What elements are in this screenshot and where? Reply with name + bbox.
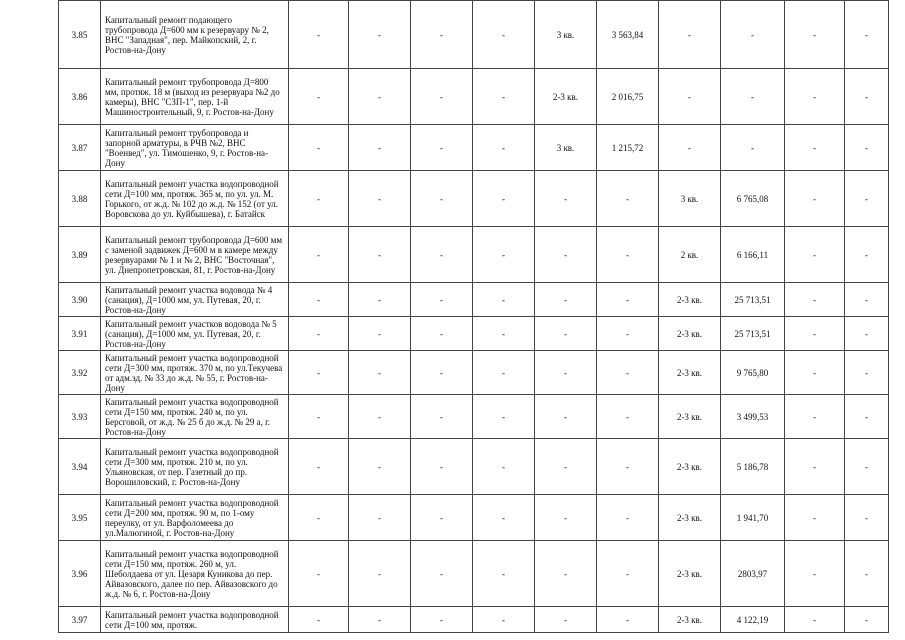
row-description: Капитальный ремонт участка водопроводной сети Д=300 мм, протяж. 210 м, по ул. Ульяновская, от пер. Газетный до пр. Ворошиловский, г. Ростов-на-Дону — [101, 439, 289, 495]
row-cell-10: - — [845, 351, 889, 395]
row-cell-10: - — [845, 125, 889, 171]
row-cell-10: - — [845, 227, 889, 283]
row-cell-1: - — [289, 1, 349, 69]
row-cell-8: 25 713,51 — [721, 283, 785, 317]
row-cell-1: - — [289, 69, 349, 125]
row-cell-1: - — [289, 607, 349, 633]
row-cell-1: - — [289, 283, 349, 317]
row-number: 3.93 — [59, 395, 101, 439]
row-cell-3: - — [411, 69, 473, 125]
row-cell-2: - — [349, 607, 411, 633]
row-cell-2: - — [349, 395, 411, 439]
row-description: Капитальный ремонт участка водовода № 4 (санация), Д=1000 мм, ул. Путевая, 20, г. Ростов-на-Дону — [101, 283, 289, 317]
table-row — [59, 171, 889, 227]
row-cell-6: - — [597, 227, 659, 283]
row-cell-8: - — [721, 69, 785, 125]
row-cell-10: - — [845, 439, 889, 495]
row-cell-4: - — [473, 283, 535, 317]
table-row — [59, 495, 889, 541]
row-cell-9: - — [785, 227, 845, 283]
row-cell-1: - — [289, 125, 349, 171]
row-number: 3.90 — [59, 283, 101, 317]
row-cell-5: - — [535, 395, 597, 439]
row-cell-9: - — [785, 125, 845, 171]
row-cell-2: - — [349, 439, 411, 495]
row-cell-10: - — [845, 607, 889, 633]
row-cell-6: 3 563,84 — [597, 1, 659, 69]
row-cell-9: - — [785, 495, 845, 541]
row-cell-6: - — [597, 607, 659, 633]
row-cell-4: - — [473, 541, 535, 607]
row-cell-6: 2 016,75 — [597, 69, 659, 125]
row-cell-1: - — [289, 227, 349, 283]
row-cell-3: - — [411, 125, 473, 171]
row-cell-8: - — [721, 1, 785, 69]
row-cell-6: - — [597, 283, 659, 317]
row-description: Капитальный ремонт трубопровода Д=600 мм с заменой задвижек Д=600 м в камере между резервуарами № 1 и № 2, ВНС "Восточная", ул. Днепропетровская, 81, г. Ростов-на-Дону — [101, 227, 289, 283]
row-cell-5: - — [535, 607, 597, 633]
row-cell-8: 9 765,80 — [721, 351, 785, 395]
row-description: Капитальный ремонт участка водопроводной сети Д=150 мм, протяж. 260 м, ул. Шеболдаева от ул. Цезаря Куникова до пер. Айвазовского, далее по пер. Айвазовского до ж.д. № 6, г. Ростов-на-Дону — [101, 541, 289, 607]
row-cell-7: 2-3 кв. — [659, 439, 721, 495]
row-cell-8: - — [721, 125, 785, 171]
row-cell-2: - — [349, 283, 411, 317]
row-cell-5: 3 кв. — [535, 1, 597, 69]
row-cell-1: - — [289, 495, 349, 541]
row-cell-2: - — [349, 171, 411, 227]
row-cell-3: - — [411, 171, 473, 227]
row-cell-7: 2 кв. — [659, 227, 721, 283]
row-cell-4: - — [473, 69, 535, 125]
row-cell-1: - — [289, 395, 349, 439]
table-row — [59, 227, 889, 283]
row-cell-9: - — [785, 439, 845, 495]
row-cell-2: - — [349, 495, 411, 541]
row-number: 3.96 — [59, 541, 101, 607]
row-description: Капитальный ремонт участка водопроводной сети Д=100 мм, протяж. — [101, 607, 289, 633]
row-description: Капитальный ремонт трубопровода и запорной арматуры, в РЧВ №2, ВНС "Военвед", ул. Тимошенко, 9, г. Ростов-на-Дону — [101, 125, 289, 171]
row-cell-4: - — [473, 1, 535, 69]
row-cell-5: 3 кв. — [535, 125, 597, 171]
row-cell-6: - — [597, 317, 659, 351]
row-description: Капитальный ремонт участка водопроводной сети Д=300 мм, протяж. 370 м, по ул.Текучева от адм.зд. № 33 до ж.д. № 55, г. Ростов-на-Дону — [101, 351, 289, 395]
table-row — [59, 1, 889, 69]
row-cell-3: - — [411, 351, 473, 395]
table-row — [59, 541, 889, 607]
row-cell-4: - — [473, 351, 535, 395]
table-row — [59, 317, 889, 351]
row-cell-4: - — [473, 171, 535, 227]
row-cell-10: - — [845, 541, 889, 607]
row-cell-4: - — [473, 495, 535, 541]
row-cell-2: - — [349, 69, 411, 125]
row-cell-4: - — [473, 317, 535, 351]
row-cell-5: 2-3 кв. — [535, 69, 597, 125]
row-description: Капитальный ремонт подающего трубопровода Д=600 мм к резервуару № 2, ВНС "Западная", пер. Майкопский, 2, г. Ростов-на-Дону — [101, 1, 289, 69]
row-cell-5: - — [535, 171, 597, 227]
row-cell-9: - — [785, 351, 845, 395]
row-cell-7: - — [659, 69, 721, 125]
row-cell-5: - — [535, 283, 597, 317]
row-cell-3: - — [411, 395, 473, 439]
table-row — [59, 395, 889, 439]
row-cell-6: 1 215,72 — [597, 125, 659, 171]
table-row — [59, 439, 889, 495]
row-number: 3.88 — [59, 171, 101, 227]
row-cell-7: 2-3 кв. — [659, 351, 721, 395]
row-cell-7: 2-3 кв. — [659, 317, 721, 351]
row-cell-10: - — [845, 283, 889, 317]
row-cell-2: - — [349, 541, 411, 607]
row-cell-3: - — [411, 439, 473, 495]
row-cell-10: - — [845, 69, 889, 125]
row-description: Капитальный ремонт участка водопроводной сети Д=100 мм, протяж. 365 м, по ул. ул. М. Горького, от ж.д. № 102 до ж.д. № 152 (от ул. Воровскова до ул. Куйбышева), г. Батайск — [101, 171, 289, 227]
row-cell-3: - — [411, 1, 473, 69]
row-cell-4: - — [473, 125, 535, 171]
row-cell-2: - — [349, 125, 411, 171]
row-cell-3: - — [411, 541, 473, 607]
row-cell-3: - — [411, 495, 473, 541]
row-cell-3: - — [411, 607, 473, 633]
row-cell-5: - — [535, 351, 597, 395]
row-number: 3.92 — [59, 351, 101, 395]
row-cell-2: - — [349, 351, 411, 395]
table-row — [59, 283, 889, 317]
row-number: 3.95 — [59, 495, 101, 541]
row-cell-4: - — [473, 439, 535, 495]
row-cell-5: - — [535, 439, 597, 495]
row-cell-9: - — [785, 69, 845, 125]
row-cell-9: - — [785, 1, 845, 69]
row-cell-3: - — [411, 227, 473, 283]
row-cell-8: 3 499,53 — [721, 395, 785, 439]
row-description: Капитальный ремонт участка водопроводной сети Д=150 мм, протяж. 240 м, по ул. Берсговой, от ж.д. № 25 б до ж.д. № 29 а, г. Ростов-на-Дону — [101, 395, 289, 439]
table-row — [59, 69, 889, 125]
row-cell-9: - — [785, 395, 845, 439]
row-cell-7: - — [659, 1, 721, 69]
row-cell-5: - — [535, 495, 597, 541]
row-cell-10: - — [845, 1, 889, 69]
row-cell-9: - — [785, 541, 845, 607]
row-cell-1: - — [289, 541, 349, 607]
row-cell-7: 2-3 кв. — [659, 541, 721, 607]
row-cell-5: - — [535, 541, 597, 607]
row-cell-7: - — [659, 125, 721, 171]
row-cell-6: - — [597, 395, 659, 439]
row-cell-8: 25 713,51 — [721, 317, 785, 351]
investment-program-table — [58, 0, 889, 633]
row-number: 3.94 — [59, 439, 101, 495]
row-cell-4: - — [473, 227, 535, 283]
row-cell-10: - — [845, 171, 889, 227]
row-cell-2: - — [349, 317, 411, 351]
row-cell-3: - — [411, 317, 473, 351]
row-cell-10: - — [845, 317, 889, 351]
row-cell-2: - — [349, 227, 411, 283]
row-cell-7: 2-3 кв. — [659, 607, 721, 633]
row-cell-1: - — [289, 171, 349, 227]
row-cell-3: - — [411, 283, 473, 317]
row-description: Капитальный ремонт трубопровода Д=800 мм, протяж. 18 м (выход из резервуара №2 до камеры), ВНС "СЗП-1", пер. 1-й Машиностроительный, 9, г. Ростов-на-Дону — [101, 69, 289, 125]
row-cell-1: - — [289, 317, 349, 351]
row-cell-10: - — [845, 395, 889, 439]
row-cell-6: - — [597, 351, 659, 395]
row-cell-2: - — [349, 1, 411, 69]
row-cell-9: - — [785, 607, 845, 633]
row-number: 3.91 — [59, 317, 101, 351]
row-cell-6: - — [597, 541, 659, 607]
row-cell-4: - — [473, 395, 535, 439]
row-cell-9: - — [785, 171, 845, 227]
row-cell-1: - — [289, 351, 349, 395]
row-cell-6: - — [597, 495, 659, 541]
row-cell-6: - — [597, 439, 659, 495]
row-cell-7: 2-3 кв. — [659, 283, 721, 317]
row-cell-8: 6 765,08 — [721, 171, 785, 227]
row-cell-10: - — [845, 495, 889, 541]
row-cell-8: 1 941,70 — [721, 495, 785, 541]
table-row — [59, 607, 889, 633]
row-cell-5: - — [535, 317, 597, 351]
row-cell-8: 6 166,11 — [721, 227, 785, 283]
table-body — [59, 1, 889, 633]
row-cell-7: 3 кв. — [659, 171, 721, 227]
row-number: 3.86 — [59, 69, 101, 125]
row-cell-1: - — [289, 439, 349, 495]
row-cell-7: 2-3 кв. — [659, 495, 721, 541]
row-cell-8: 5 186,78 — [721, 439, 785, 495]
row-number: 3.85 — [59, 1, 101, 69]
row-description: Капитальный ремонт участка водопроводной сети Д=200 мм, протяж. 90 м, по 1-ому переулку, от ул. Варфоломеева до ул.Малюгиной, г. Ростов-на-Дону — [101, 495, 289, 541]
row-number: 3.89 — [59, 227, 101, 283]
row-cell-7: 2-3 кв. — [659, 395, 721, 439]
row-description: Капитальный ремонт участков водовода № 5 (санация), Д=1000 мм, ул. Путевая, 20, г. Ростов-на-Дону — [101, 317, 289, 351]
row-cell-6: - — [597, 171, 659, 227]
row-cell-4: - — [473, 607, 535, 633]
row-number: 3.97 — [59, 607, 101, 633]
row-cell-8: 4 122,19 — [721, 607, 785, 633]
row-cell-5: - — [535, 227, 597, 283]
table-row — [59, 351, 889, 395]
row-cell-8: 2803,97 — [721, 541, 785, 607]
row-cell-9: - — [785, 317, 845, 351]
table-row — [59, 125, 889, 171]
row-number: 3.87 — [59, 125, 101, 171]
row-cell-9: - — [785, 283, 845, 317]
